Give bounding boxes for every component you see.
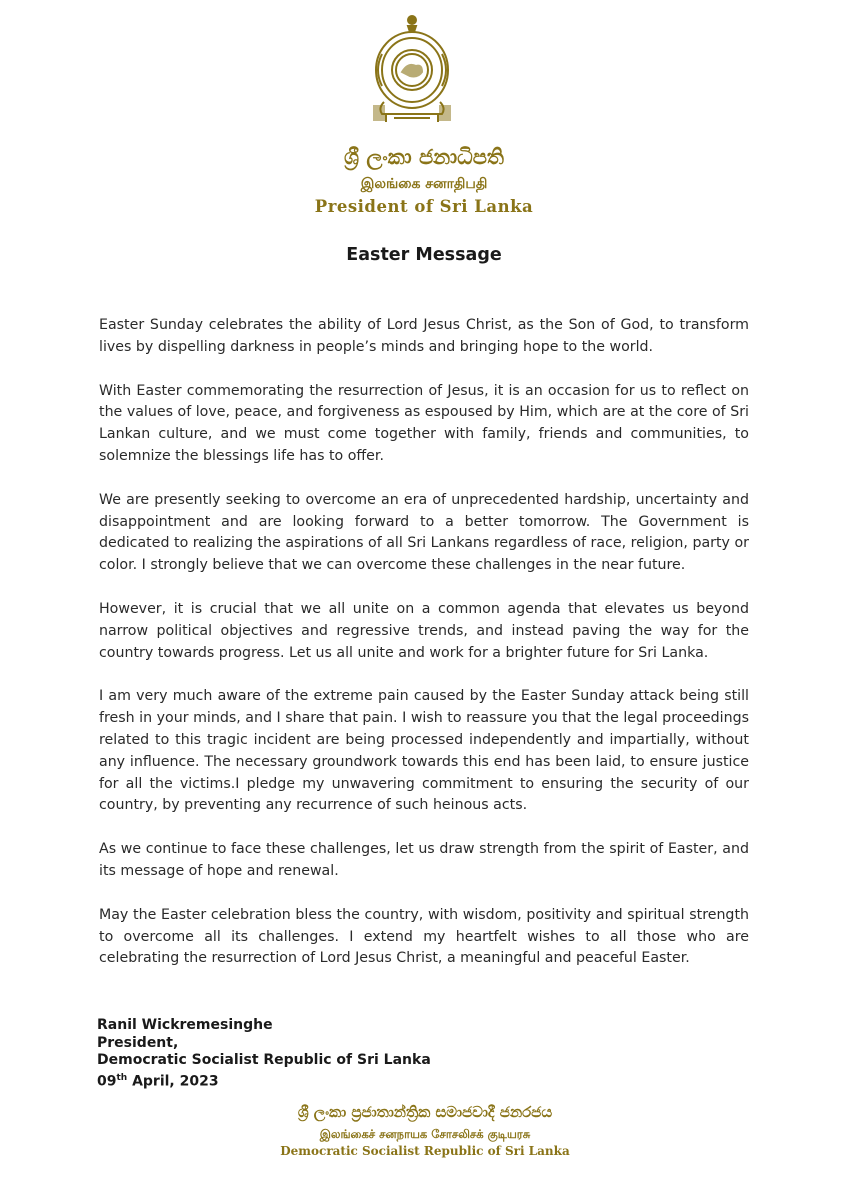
paragraph: With Easter commemorating the resurrection of Jesus, it is an occasion for us to reflect on the values of love, peace, and forgiveness as espoused by Him, which are at the core of Sri Lankan culture, and we must come together with family, friends and communities, to solemnize the blessings life has to offer. — [99, 382, 749, 464]
date-suffix: th — [116, 1072, 128, 1083]
letterhead-tamil: இலங்கை சனாதிபதி — [360, 176, 488, 192]
paragraph: We are presently seeking to overcome an era of unprecedented hardship, uncertainty and disappointment and are looking forward to a better tomorrow. The Government is dedicated to realizing the aspirations of all Sri Lankans regardless of race, religion, party or color. I strongly believe that we can overcome these challenges in the near future. — [99, 491, 749, 574]
signatory-role: President, — [97, 1034, 179, 1051]
date-rest: April, 2023 — [127, 1073, 219, 1090]
letterhead-english: President of Sri Lanka — [314, 197, 534, 216]
paragraph: Easter Sunday celebrates the ability of Lord Jesus Christ, as the Son of God, to transform lives by dispelling darkness in people’s minds and bringing hope to the world. — [99, 317, 749, 355]
state-emblem-icon — [364, 14, 460, 126]
footer-tamil: இலங்கைச் சனநாயக சோசலிசக் குடியரசு — [319, 1127, 531, 1141]
signature-block — [97, 1017, 431, 1091]
paragraph: May the Easter celebration bless the country, with wisdom, positivity and spiritual strength to overcome all its challenges. I extend my heartfelt wishes to all those who are celebrating the resurrection of Lord Jesus Christ, a meaningful and peaceful Easter. — [99, 906, 749, 967]
date-day: 09 — [97, 1073, 117, 1090]
footer-sinhala: ශ්‍රී ලංකා ප්‍රජාතාන්ත්‍රික සමාජවාදී ජනරජය — [297, 1103, 553, 1121]
letterhead-sinhala: ශ්‍රී ලංකා ජනාධිපති — [344, 144, 504, 169]
paragraph: However, it is crucial that we all unite on a common agenda that elevates us beyond narrow political objectives and regressive trends, and instead paving the way for the country towards progress. Let us all unite and work for a brighter future for Sri Lanka. — [99, 600, 749, 661]
paragraph: As we continue to face these challenges, let us draw strength from the spirit of Easter, and its message of hope and renewal. — [99, 841, 749, 879]
document-title: Easter Message — [346, 245, 502, 265]
signatory-name: Ranil Wickremesinghe — [97, 1017, 273, 1033]
message-body — [99, 315, 749, 992]
signatory-org: Democratic Socialist Republic of Sri Lanka — [97, 1052, 431, 1068]
footer-english: Democratic Socialist Republic of Sri Lanka — [280, 1144, 570, 1158]
paragraph: I am very much aware of the extreme pain caused by the Easter Sunday attack being still fresh in your minds, and I share that pain. I wish to reassure you that the legal proceedings related to this tragic incident are being processed independently and impartially, without any influence. The necessary groundwork towards this end has been laid, to ensure justice for all the victims.I pledge my unwavering commitment to ensuring the security of our country, by preventing any recurrence of such heinous acts. — [99, 688, 749, 814]
signature-date — [97, 1070, 431, 1091]
